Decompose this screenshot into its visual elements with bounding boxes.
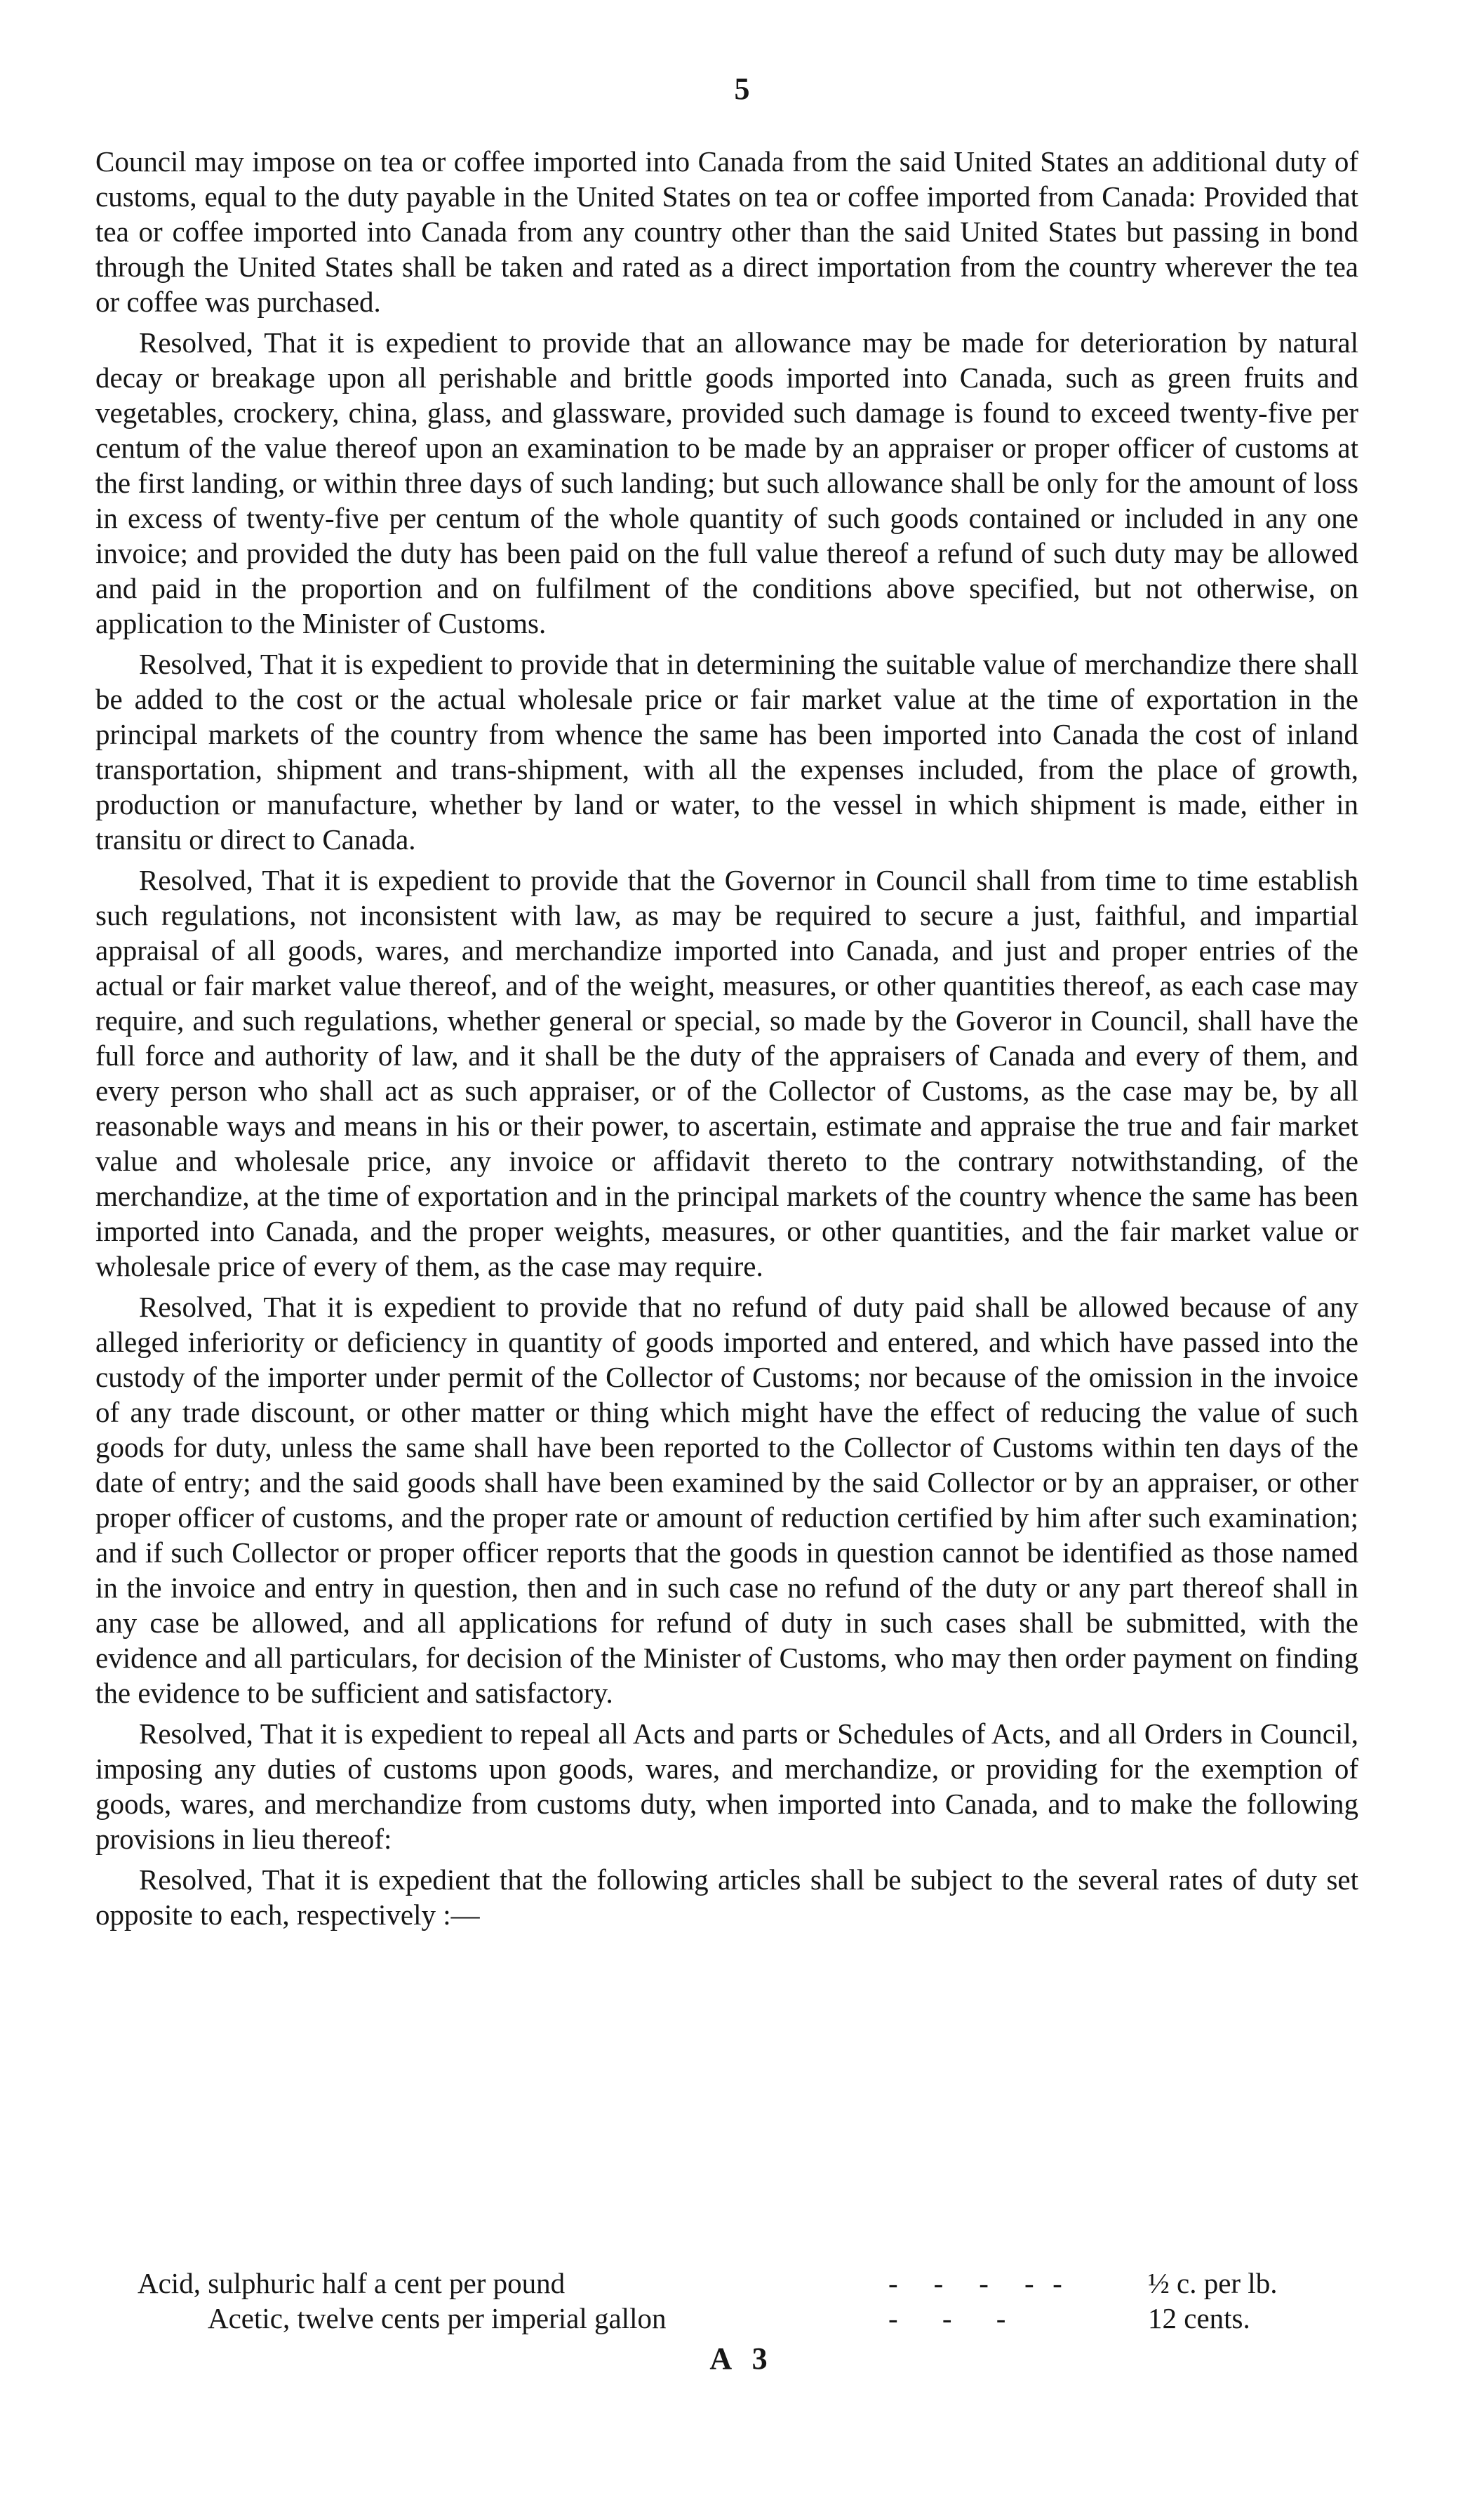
- duty-line-acetic-acid: [95, 2301, 1358, 2336]
- paragraph-appraisal-regulations: Resolved, That it is expedient to provide that the Governor in Council shall from time to time establish such regulations, not inconsistent with law, as may be required to secure a just, faithful, and impartial appraisal of all goods, wares, and merchandize imported into Canada, and just and proper entries of the actual or fair market value thereof, and of the weight, measures, or other quantities thereof, as each case may require, and such regulations, whether general or special, so made by the Goveror in Council, shall have the full force and authority of law, and it shall be the duty of the appraisers of Canada and every of them, and every person who shall act as such appraiser, or of the Collector of Customs, as the case may be, by all reasonable ways and means in his or their power, to ascertain, estimate and appraise the true and fair market value and wholesale price, any invoice or affidavit thereto to the contrary notwithstanding, of the merchandize, at the time of exportation and in the principal markets of the country whence the same has been imported into Canada, and the proper weights, measures, or other quantities, and the fair market value or wholesale price of every of them, as the case may require.: [95, 864, 1358, 1282]
- body-text: [95, 144, 1358, 1938]
- page-number: 5: [734, 72, 750, 106]
- duty-schedule: [95, 2266, 1358, 2336]
- duty-item-label: Acid, sulphuric half a cent per pound: [138, 2267, 566, 2299]
- duty-line-sulphuric-acid: [95, 2266, 1358, 2301]
- paragraph-deterioration-allowance: Resolved, That it is expedient to provide that an allowance may be made for deterioration by natural decay or breakage upon all perishable and brittle goods imported into Canada, such as green fruits and vegetables, crockery, china, glass, and glassware, provided such damage is found to exceed twenty-five per centum of the value thereof upon an examination to be made by an appraiser or proper officer of customs at the first landing, or within three days of such landing; but such allowance shall be only for the amount of loss in excess of twenty-five per centum of the whole quantity of such goods contained or included in any one invoice; and provided the duty has been paid on the full value thereof a refund of such duty may be allowed and paid in the proportion and on fulfilment of the conditions above specified, but not otherwise, on application to the Minister of Customs.: [95, 326, 1358, 639]
- duty-leader-dashes: - - -: [888, 2302, 1008, 2334]
- duty-rate: 12 cents.: [1148, 2302, 1250, 2334]
- paragraph-merchandize-value: Resolved, That it is expedient to provide that in determining the suitable value of merchandize there shall be added to the cost or the actual wholesale price or fair market value at the time of exportation in the principal markets of the country from whence the same has been imported into Canada the cost of inland transportation, shipment and trans-shipment, with all the expenses included, from the place of growth, production or manufacture, whether by land or water, to the vessel in which shipment is made, either in transitu or direct to Canada.: [95, 648, 1358, 856]
- signature-mark: A 3: [709, 2341, 775, 2376]
- duty-leader-dashes: - - - - -: [888, 2267, 1064, 2299]
- duty-item-label: Acetic, twelve cents per imperial gallon: [208, 2302, 667, 2334]
- paragraph-rates-of-duty: Resolved, That it is expedient that the following articles shall be subject to the several rates of duty set opposite to each, respectively :—: [95, 1863, 1358, 1931]
- paragraph-tea-coffee-duty: Council may impose on tea or coffee imported into Canada from the said United States an additional duty of customs, equal to the duty payable in the United States on tea or coffee imported from Canada: Provided that tea or coffee imported into Canada from any country other than the said United States but passing in bond through the United States shall be taken and rated as a direct importation from the country wherever the tea or coffee was purchased.: [95, 145, 1358, 318]
- duty-rate: ½ c. per lb.: [1148, 2267, 1278, 2299]
- paragraph-repeal-acts: Resolved, That it is expedient to repeal all Acts and parts or Schedules of Acts, and all Orders in Council, imposing any duties of customs upon goods, wares, and merchandize, or providing for the exemption of goods, wares, and merchandize from customs duty, when imported into Canada, and to make the following provisions in lieu thereof:: [95, 1717, 1358, 1855]
- paragraph-refund-of-duty: Resolved, That it is expedient to provide that no refund of duty paid shall be allowed because of any alleged inferiority or deficiency in quantity of goods imported and entered, and which have passed into the custody of the importer under permit of the Collector of Customs; nor because of the omission in the invoice of any trade discount, or other matter or thing which might have the effect of reducing the value of such goods for duty, unless the same shall have been reported to the Collector of Customs within ten days of the date of entry; and the said goods shall have been examined by the said Collector or by an appraiser, or other proper officer of customs, and the proper rate or amount of reduction certified by him after such examination; and if such Collector or proper officer reports that the goods in question cannot be identified as those named in the invoice and entry in question, then and in such case no refund of the duty or any part thereof shall in any case be allowed, and all applications for refund of duty in such cases shall be submitted, with the evidence and all particulars, for decision of the Minister of Customs, who may then order payment on finding the evidence to be sufficient and satisfactory.: [95, 1291, 1358, 1709]
